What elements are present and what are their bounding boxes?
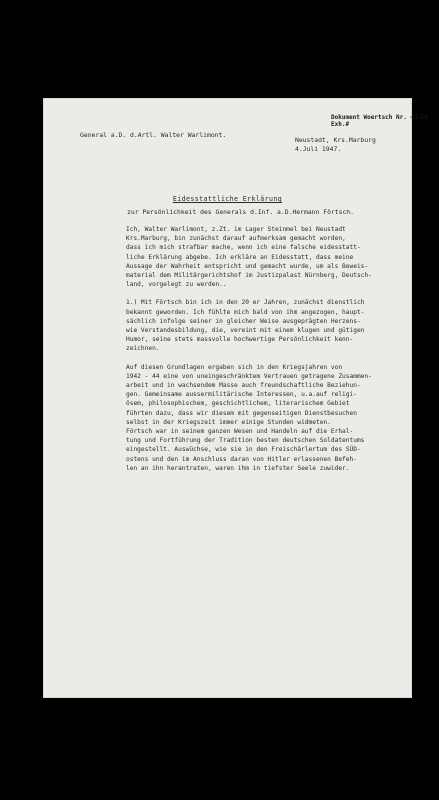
text-line: bekannt geworden. Ich fühlte mich bald von ihm angezogen, haupt- (126, 308, 365, 316)
text-line: Aussage der Wahrheit entspricht und gemacht wurde, um als Beweis- (126, 262, 369, 270)
document-body (126, 225, 404, 473)
text-line: liche Erklärung abgebe. Ich erkläre an Eidesstatt, dass meine (126, 253, 354, 261)
text-line: führten dazu, dass wir diesem mit gegenseitigen Dienstbesuchen (126, 409, 357, 417)
text-line: Humor, seine stets massvolle hochwertige Persönlichkeit kenn- (126, 336, 354, 344)
text-line: arbeit und in wachsendem Masse auch freundschaftliche Beziehun- (126, 382, 361, 390)
stamp-exhibit: Exh.# (331, 121, 350, 128)
document-title: Eidesstattliche Erklärung (172, 195, 283, 203)
text-line: Ich, Walter Warlimont, z.Zt. im Lager Steinmel bei Neustadt (126, 226, 346, 233)
document-stamp (331, 114, 428, 128)
text-line: 1.) Mit Förtsch bin ich in den 20 er Jahren, zunächst dienstlich (126, 299, 365, 307)
text-line: zeichnen. (126, 345, 160, 353)
text-line: 1942 - 44 eine von uneingeschränktem Vertrauen getragene Zusammen- (126, 372, 372, 380)
text-line: eingestellt. Auswüchse, wie sie in den Freischärlertum des SÜD- (126, 446, 361, 454)
text-line: Auf diesen Grundlagen ergaben sich in den Kriegsjahren von (126, 363, 343, 371)
text-line: selbst in der Kriegszeit immer einige Stunden widmeten. (126, 418, 331, 426)
date-line: 4.Juli 1947. (295, 145, 342, 153)
text-line: Förtsch war in seinem ganzen Wesen und Handeln auf die Erhal- (126, 428, 354, 436)
text-line: material dem Militärgerichtshof im Justizpalast Nürnberg, Deutsch- (126, 272, 372, 280)
document-page (43, 98, 428, 698)
text-line: sächlich infolge seiner in gleicher Weise ausgeprägten Herzens- (126, 317, 361, 325)
text-line: ösem, philosophischem, geschichtlichem, literarischem Gebiet (126, 400, 350, 408)
text-line: ostens und den im Anschluss daran von Hitler erlassenen Befeh- (126, 455, 357, 463)
stamp-number: 44/44 (410, 114, 428, 121)
stamp-line (331, 114, 428, 121)
author-line: General a.D. d.Artl. Walter Warlimont. (80, 131, 227, 139)
text-line: dass ich mich strafbar mache, wenn ich eine falsche eidesstatt- (126, 244, 361, 252)
intro-paragraph (126, 225, 404, 289)
text-line: Krs.Marburg, bin zunächst darauf aufmerksam gemacht worden, (126, 235, 346, 243)
text-line: land, vorgelegt zu werden.. (126, 281, 227, 289)
section-2 (126, 363, 404, 473)
text-line: wie Verstandesbildung, die, vereint mit einem klugen und gütigen (126, 327, 365, 335)
section-1 (126, 298, 404, 353)
document-subtitle: zur Persönlichkeit des Generals d.Inf. a.D.Hermann Förtsch. (127, 208, 355, 216)
stamp-label: Dokument Woertsch Nr. (331, 114, 407, 121)
text-line: gen. Gemeinsame aussermilitärische Interessen, u.a.auf religi- (126, 391, 357, 399)
text-line: tung und Fortführung der Tradition besten deutschen Soldatentums (126, 437, 365, 445)
place-line: Neustadt, Krs.Marburg (295, 136, 376, 144)
text-line: len an ihn herantraten, waren ihm in tiefster Seele zuwider. (126, 464, 350, 472)
